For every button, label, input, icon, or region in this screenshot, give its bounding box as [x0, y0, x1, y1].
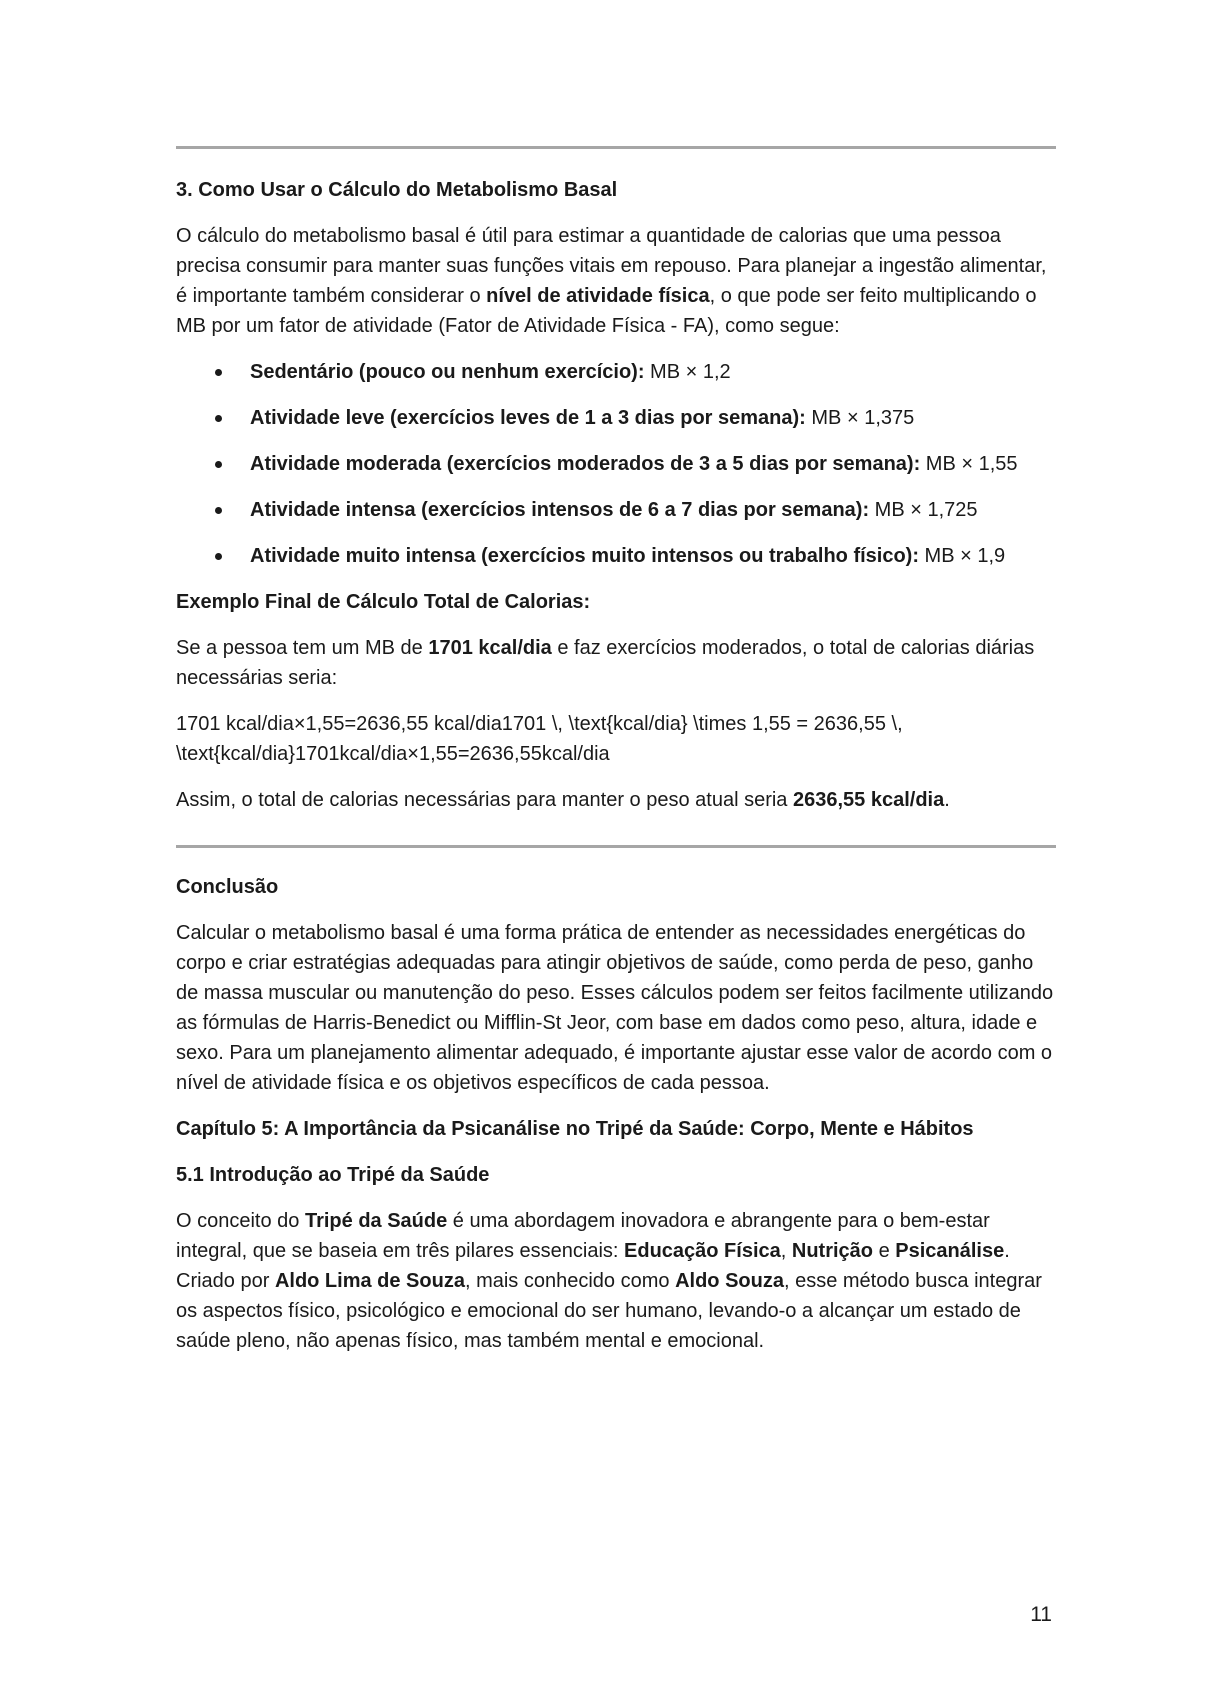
section-divider — [176, 146, 1056, 149]
list-item: Atividade intensa (exercícios intensos de 6 a 7 dias por semana): MB × 1,725 — [176, 495, 1056, 525]
list-item: Atividade muito intensa (exercícios muito intensos ou trabalho físico): MB × 1,9 — [176, 541, 1056, 571]
intro-emphasis: nível de atividade física — [486, 285, 710, 307]
section-divider — [176, 845, 1056, 848]
list-item: Atividade leve (exercícios leves de 1 a 3 dias por semana): MB × 1,375 — [176, 403, 1056, 433]
bullet-icon — [215, 553, 222, 560]
chapter-5-title: Capítulo 5: A Importância da Psicanálise no Tripé da Saúde: Corpo, Mente e Hábitos — [176, 1118, 974, 1140]
example-heading: Exemplo Final de Cálculo Total de Calorias: — [176, 591, 591, 613]
conclusion-heading: Conclusão — [176, 876, 279, 898]
bullet-icon — [215, 369, 222, 376]
section-5-1-text: O conceito do Tripé da Saúde é uma abordagem inovadora e abrangente para o bem-estar integral, que se baseia em três pilares essenciais: Educação Física, Nutrição e Psicanálise. Criado por Aldo Lima de Souza, mais conhecido como Aldo Souza, esse método busca integrar os aspectos físico, psicológico e emocional do ser humano, levando-o a alcançar um estado de saúde pleno, não apenas físico, mas também mental e emocional. — [176, 1210, 1042, 1352]
section-3-intro: O cálculo do metabolismo basal é útil para estimar a quantidade de calorias que uma pessoa precisa consumir para manter suas funções vitais em repouso. Para planejar a ingestão alimentar, é importante também considerar o nível de atividade física, o que pode ser feito multiplicando o MB por um fator de atividade (Fator de Atividade Física - FA), como segue: — [176, 225, 1047, 337]
result-text: Assim, o total de calorias necessárias para manter o peso atual seria 2636,55 kcal/dia. — [176, 789, 950, 811]
bullet-icon — [215, 415, 222, 422]
bullet-icon — [215, 461, 222, 468]
bullet-icon — [215, 507, 222, 514]
page-number: 11 — [1030, 1603, 1052, 1626]
document-page — [176, 0, 1056, 1694]
section-3-heading: 3. Como Usar o Cálculo do Metabolismo Basal — [176, 179, 618, 201]
example-text: Se a pessoa tem um MB de 1701 kcal/dia e faz exercícios moderados, o total de calorias diárias necessárias seria: — [176, 637, 1035, 689]
formula-text: 1701 kcal/dia×1,55=2636,55 kcal/dia1701 \, \text{kcal/dia} \times 1,55 = 2636,55 \, \text{kcal/dia}1701kcal/dia×1,55=2636,55kcal/dia — [176, 713, 903, 765]
activity-factor-list — [176, 357, 1056, 571]
section-5-1-heading: 5.1 Introdução ao Tripé da Saúde — [176, 1164, 490, 1186]
conclusion-text: Calcular o metabolismo basal é uma forma prática de entender as necessidades energéticas do corpo e criar estratégias adequadas para atingir objetivos de saúde, como perda de peso, ganho de massa muscular ou manutenção do peso. Esses cálculos podem ser feitos facilmente utilizando as fórmulas de Harris-Benedict ou Mifflin-St Jeor, com base em dados como peso, altura, idade e sexo. Para um planejamento alimentar adequado, é importante ajustar esse valor de acordo com o nível de atividade física e os objetivos específicos de cada pessoa. — [176, 922, 1054, 1094]
list-item: Sedentário (pouco ou nenhum exercício): MB × 1,2 — [176, 357, 1056, 387]
list-item: Atividade moderada (exercícios moderados de 3 a 5 dias por semana): MB × 1,55 — [176, 449, 1056, 479]
